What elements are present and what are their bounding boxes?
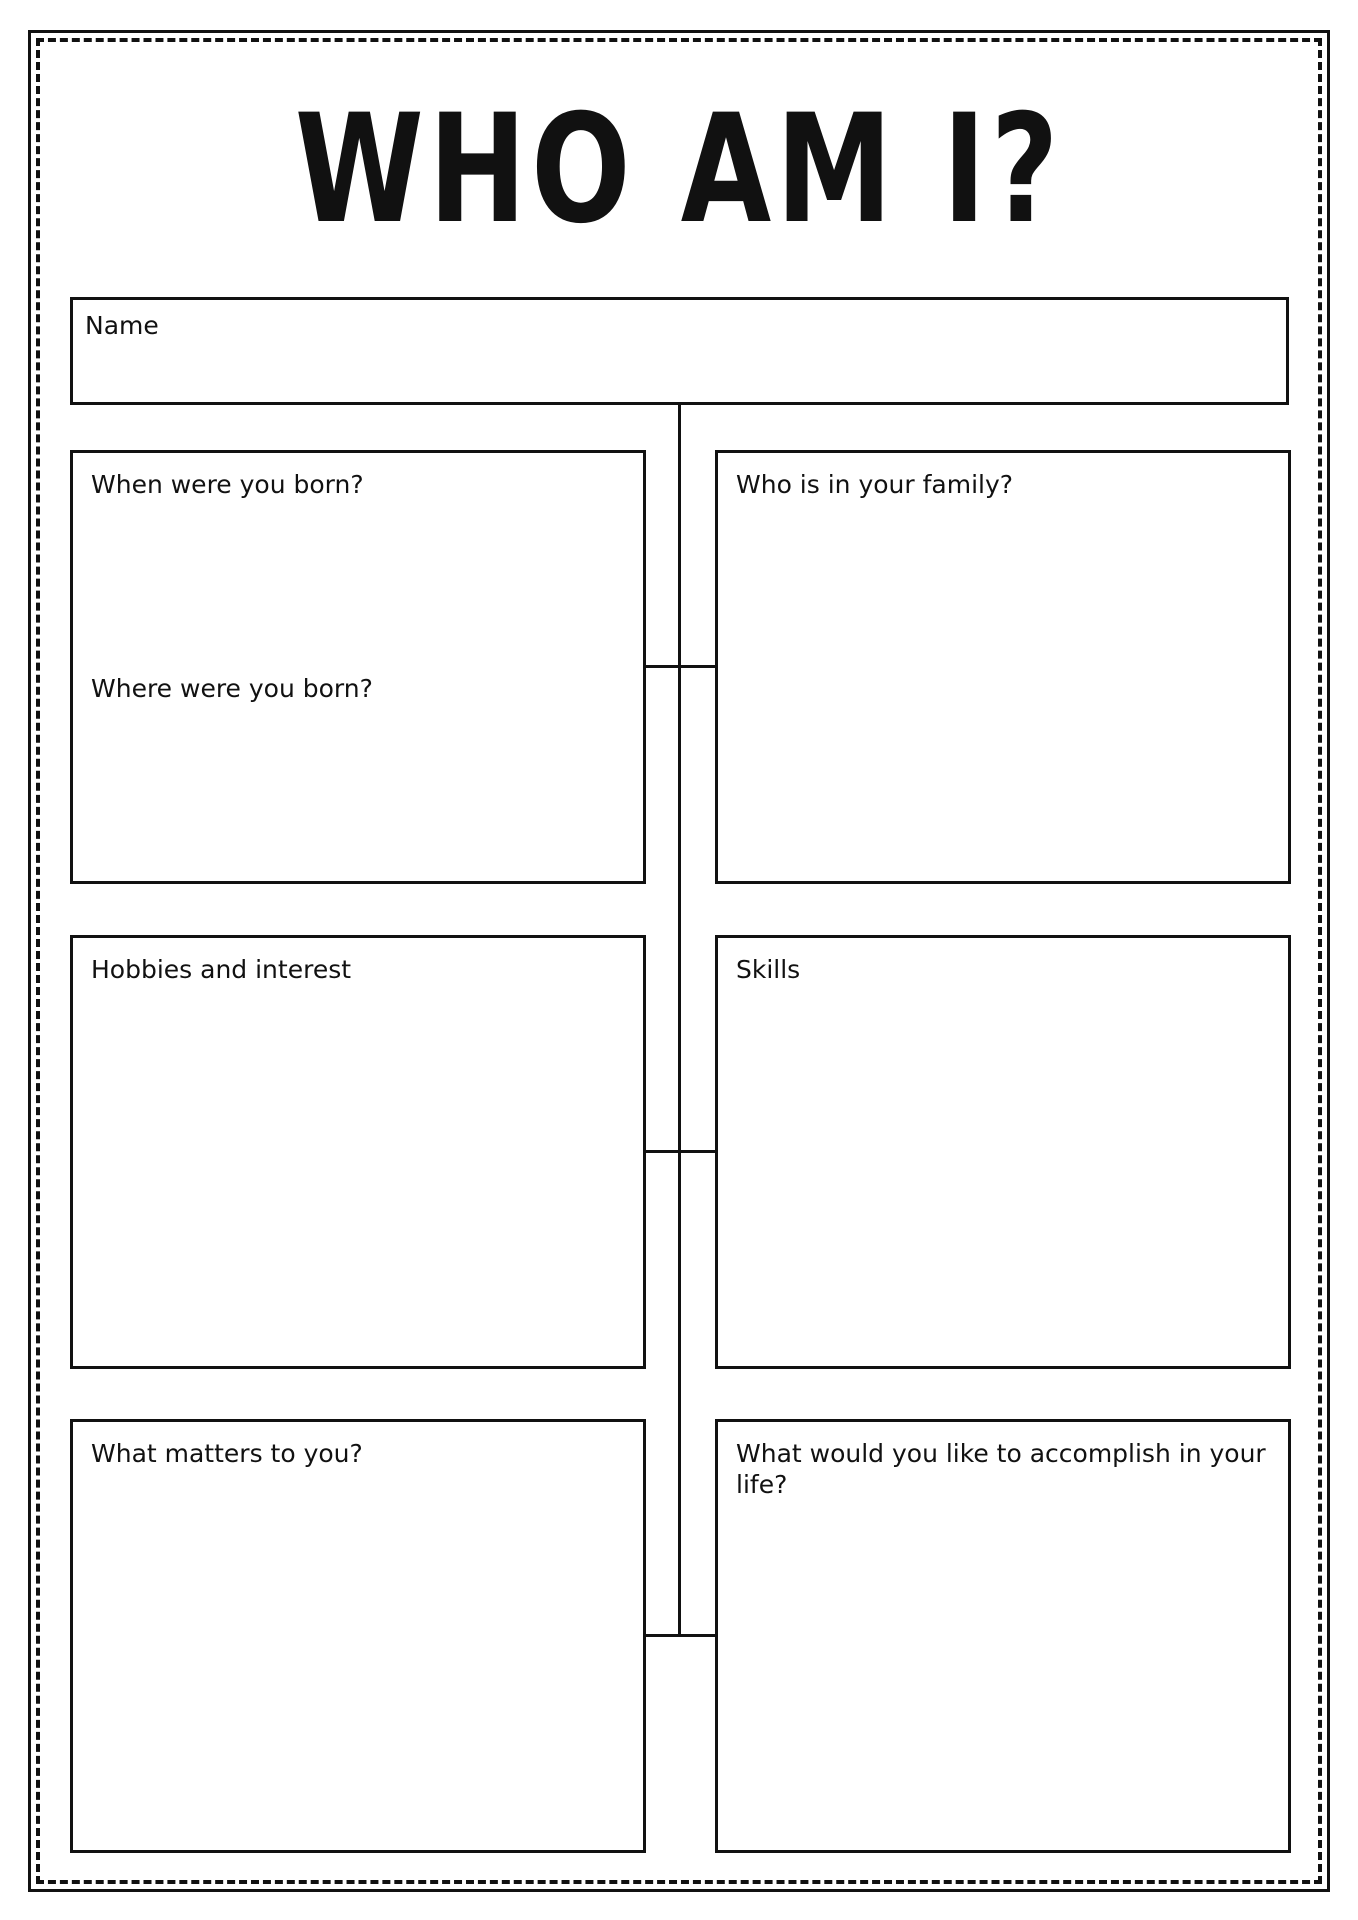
connector-row-2	[645, 1150, 717, 1153]
name-label: Name	[85, 311, 159, 340]
birth-box[interactable]	[70, 450, 646, 884]
name-field[interactable]	[70, 297, 1289, 405]
matters-box[interactable]	[70, 1419, 646, 1853]
connector-row-3	[645, 1634, 717, 1637]
hobbies-label: Hobbies and interest	[91, 955, 352, 984]
page-title: WHO AM I?	[294, 83, 1064, 257]
accomplish-label: What would you like to accomplish in your life?	[736, 1439, 1266, 1499]
family-box[interactable]	[715, 450, 1291, 884]
connector-row-1	[645, 665, 717, 668]
born-where-label: Where were you born?	[91, 674, 373, 703]
matters-label: What matters to you?	[91, 1439, 363, 1468]
skills-label: Skills	[736, 955, 801, 984]
skills-box[interactable]	[715, 935, 1291, 1369]
family-label: Who is in your family?	[736, 470, 1014, 499]
born-when-label: When were you born?	[91, 470, 364, 499]
central-connector-line	[678, 405, 681, 1635]
accomplish-box[interactable]	[715, 1419, 1291, 1853]
hobbies-box[interactable]	[70, 935, 646, 1369]
